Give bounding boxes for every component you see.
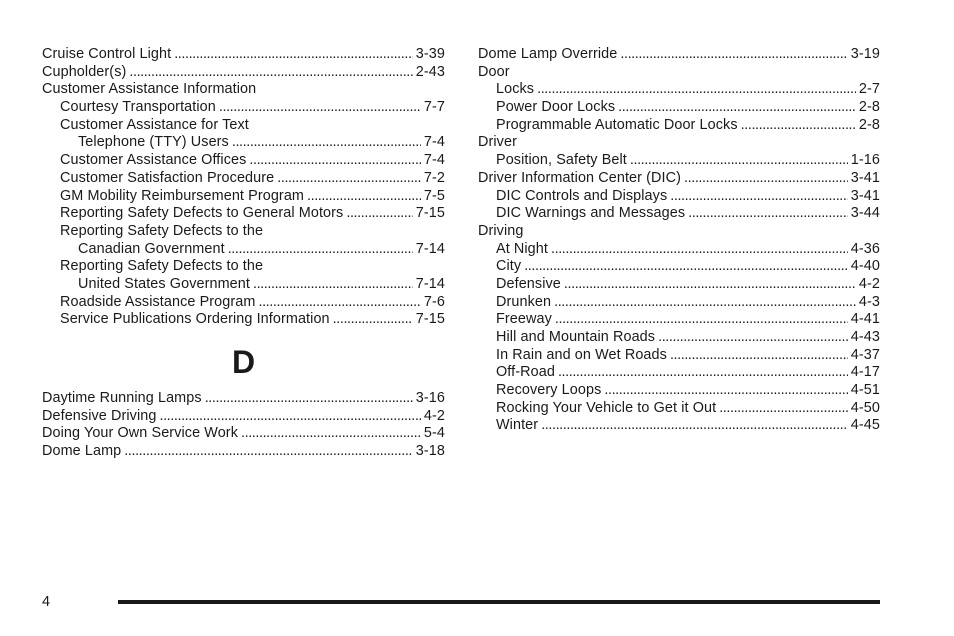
dot-leader: [620, 46, 847, 64]
index-entry: [478, 294, 880, 312]
page-reference: 3-39: [415, 46, 445, 62]
page-reference: 2-8: [858, 116, 880, 133]
index-column-left: [42, 46, 445, 461]
index-entry: [478, 364, 880, 382]
entry-text: Hill and Mountain Roads: [496, 329, 656, 345]
index-entry: [478, 152, 880, 170]
dot-leader: [670, 188, 848, 206]
page-reference: 3-19: [850, 46, 880, 62]
page-reference: 1-16: [850, 152, 880, 169]
page-reference: 7-2: [423, 169, 445, 186]
entry-text: Locks: [496, 81, 535, 98]
page-number: 4: [42, 594, 51, 610]
entry-text: DIC Controls and Displays: [496, 187, 668, 204]
page-reference: 4-2: [423, 407, 445, 424]
dot-leader: [541, 417, 848, 435]
page-reference: 4-50: [850, 399, 880, 416]
dot-leader: [537, 81, 856, 99]
index-entry: [478, 382, 880, 400]
page-reference: 4-45: [850, 417, 880, 434]
index-entry: [478, 400, 880, 418]
index-entry: [478, 205, 880, 223]
dot-leader: [741, 117, 856, 135]
entry-text: Programmable Automatic Door Locks: [496, 116, 738, 133]
entry-text: Reporting Safety Defects to General Motors: [60, 205, 344, 222]
page-reference: 7-15: [415, 205, 445, 222]
index-column-right: [478, 46, 880, 435]
index-heading: [478, 64, 880, 82]
entry-text: Courtesy Transportation: [60, 99, 216, 116]
entry-text: Winter: [496, 417, 539, 434]
page-reference: 4-3: [858, 293, 880, 310]
dot-leader: [277, 170, 421, 188]
dot-leader: [564, 276, 856, 294]
index-entry: [478, 258, 880, 276]
page-reference: 3-18: [415, 443, 445, 460]
entry-text: Customer Assistance Information: [42, 81, 257, 98]
index-entry: [42, 205, 445, 223]
page-reference: 3-41: [850, 187, 880, 204]
entry-text: Drunken: [496, 293, 552, 310]
page-reference: 7-6: [423, 293, 445, 310]
entry-text: Reporting Safety Defects to the: [60, 222, 264, 239]
dot-leader: [551, 241, 848, 259]
index-entry: [42, 170, 445, 188]
index-entry: [42, 64, 445, 82]
page-reference: 4-51: [850, 382, 880, 399]
page-reference: 4-2: [858, 275, 880, 292]
dot-leader: [346, 205, 412, 223]
index-entry: [478, 311, 880, 329]
dot-leader: [554, 294, 856, 312]
index-entry: [478, 347, 880, 365]
entry-text: Rocking Your Vehicle to Get it Out: [496, 399, 717, 416]
entry-text: GM Mobility Reimbursement Program: [60, 187, 305, 204]
index-entry: [478, 117, 880, 135]
page-reference: 5-4: [423, 425, 445, 442]
entry-text: Canadian Government: [78, 240, 225, 257]
entry-text: Service Publications Ordering Information: [60, 311, 330, 328]
index-heading: [478, 134, 880, 152]
page-reference: 7-4: [423, 152, 445, 169]
page-reference: 7-14: [415, 275, 445, 292]
entry-text: Telephone (TTY) Users: [78, 134, 229, 151]
index-heading: [478, 223, 880, 241]
dot-leader: [630, 152, 848, 170]
index-entry: [478, 99, 880, 117]
page-reference: 4-40: [850, 258, 880, 275]
entry-text: Door: [478, 63, 510, 80]
index-entry: [42, 390, 445, 408]
index-entry: [478, 188, 880, 206]
entry-text: Customer Assistance for Text: [60, 116, 249, 133]
index-entry: [42, 425, 445, 443]
entry-text: Driver Information Center (DIC): [478, 169, 682, 186]
page-reference: 2-8: [858, 99, 880, 116]
section-letter-d: D: [232, 344, 256, 380]
entry-text: Defensive: [496, 275, 561, 292]
page-reference: 7-4: [423, 134, 445, 151]
dot-leader: [174, 46, 413, 64]
page-reference: 4-37: [850, 346, 880, 363]
index-entries-d: [42, 390, 445, 461]
entry-text: DIC Warnings and Messages: [496, 205, 686, 222]
index-entry: [42, 276, 445, 294]
entry-text: Cupholder(s): [42, 63, 127, 80]
dot-leader: [670, 347, 848, 365]
index-entry: [42, 241, 445, 259]
entry-text: In Rain and on Wet Roads: [496, 346, 667, 363]
dot-leader: [618, 99, 856, 117]
dot-leader: [129, 64, 412, 82]
page-reference: 3-41: [850, 169, 880, 186]
entry-text: Customer Assistance Offices: [60, 152, 247, 169]
index-entry: [42, 443, 445, 461]
dot-leader: [658, 329, 848, 347]
index-heading: [42, 117, 445, 135]
dot-leader: [555, 311, 848, 329]
dot-leader: [258, 294, 420, 312]
index-entry: [42, 152, 445, 170]
dot-leader: [253, 276, 413, 294]
entry-text: Driving: [478, 222, 524, 239]
index-entry: [478, 329, 880, 347]
entry-text: Cruise Control Light: [42, 46, 172, 62]
entry-text: Freeway: [496, 311, 552, 328]
index-entry: [42, 46, 445, 64]
entry-text: City: [496, 258, 522, 275]
page-reference: 4-17: [850, 364, 880, 381]
dot-leader: [124, 443, 413, 461]
page-reference: 7-14: [415, 240, 445, 257]
index-entry: [478, 81, 880, 99]
index-entry: [42, 311, 445, 329]
dot-leader: [558, 364, 848, 382]
dot-leader: [159, 408, 420, 426]
entry-text: Recovery Loops: [496, 382, 602, 399]
dot-leader: [307, 188, 421, 206]
page-reference: 2-7: [858, 81, 880, 98]
page-reference: 4-43: [850, 329, 880, 345]
index-heading: [42, 223, 445, 241]
entry-text: Power Door Locks: [496, 99, 616, 116]
entry-text: Reporting Safety Defects to the: [60, 258, 264, 275]
dot-leader: [205, 390, 413, 408]
dot-leader: [228, 241, 413, 259]
page-reference: 7-5: [423, 187, 445, 204]
index-entries-d-continued: [478, 46, 880, 435]
entry-text: Dome Lamp: [42, 443, 122, 460]
dot-leader: [604, 382, 847, 400]
entry-text: Off-Road: [496, 364, 555, 381]
index-entry: [478, 417, 880, 435]
page-reference: 2-43: [415, 63, 445, 80]
entry-text: Roadside Assistance Program: [60, 293, 256, 310]
dot-leader: [241, 425, 421, 443]
entry-text: Dome Lamp Override: [478, 46, 618, 62]
dot-leader: [684, 170, 848, 188]
entry-text: Doing Your Own Service Work: [42, 425, 238, 442]
entry-text: Defensive Driving: [42, 407, 157, 424]
index-entries-c: [42, 46, 445, 329]
page-reference: 4-36: [850, 240, 880, 257]
dot-leader: [719, 400, 848, 418]
entry-text: Daytime Running Lamps: [42, 390, 202, 406]
index-heading: [42, 81, 445, 99]
index-entry: [478, 170, 880, 188]
dot-leader: [524, 258, 848, 276]
entry-text: Customer Satisfaction Procedure: [60, 169, 275, 186]
page-reference: 7-7: [423, 99, 445, 116]
index-entry: [42, 134, 445, 152]
index-entry: [42, 188, 445, 206]
index-entry: [42, 99, 445, 117]
index-entry: [478, 46, 880, 64]
dot-leader: [688, 205, 848, 223]
page-reference: 4-41: [850, 311, 880, 328]
index-entry: [478, 276, 880, 294]
dot-leader: [232, 134, 421, 152]
dot-leader: [333, 311, 413, 329]
index-entry: [478, 241, 880, 259]
footer-rule: [118, 600, 880, 604]
entry-text: Driver: [478, 134, 517, 151]
index-heading: [42, 258, 445, 276]
dot-leader: [249, 152, 421, 170]
index-entry: [42, 408, 445, 426]
page-reference: 3-16: [415, 390, 445, 406]
page-reference: 7-15: [415, 311, 445, 328]
page-reference: 3-44: [850, 205, 880, 222]
entry-text: Position, Safety Belt: [496, 152, 627, 169]
entry-text: At Night: [496, 240, 548, 257]
entry-text: United States Government: [78, 275, 250, 292]
dot-leader: [219, 99, 421, 117]
index-entry: [42, 294, 445, 312]
